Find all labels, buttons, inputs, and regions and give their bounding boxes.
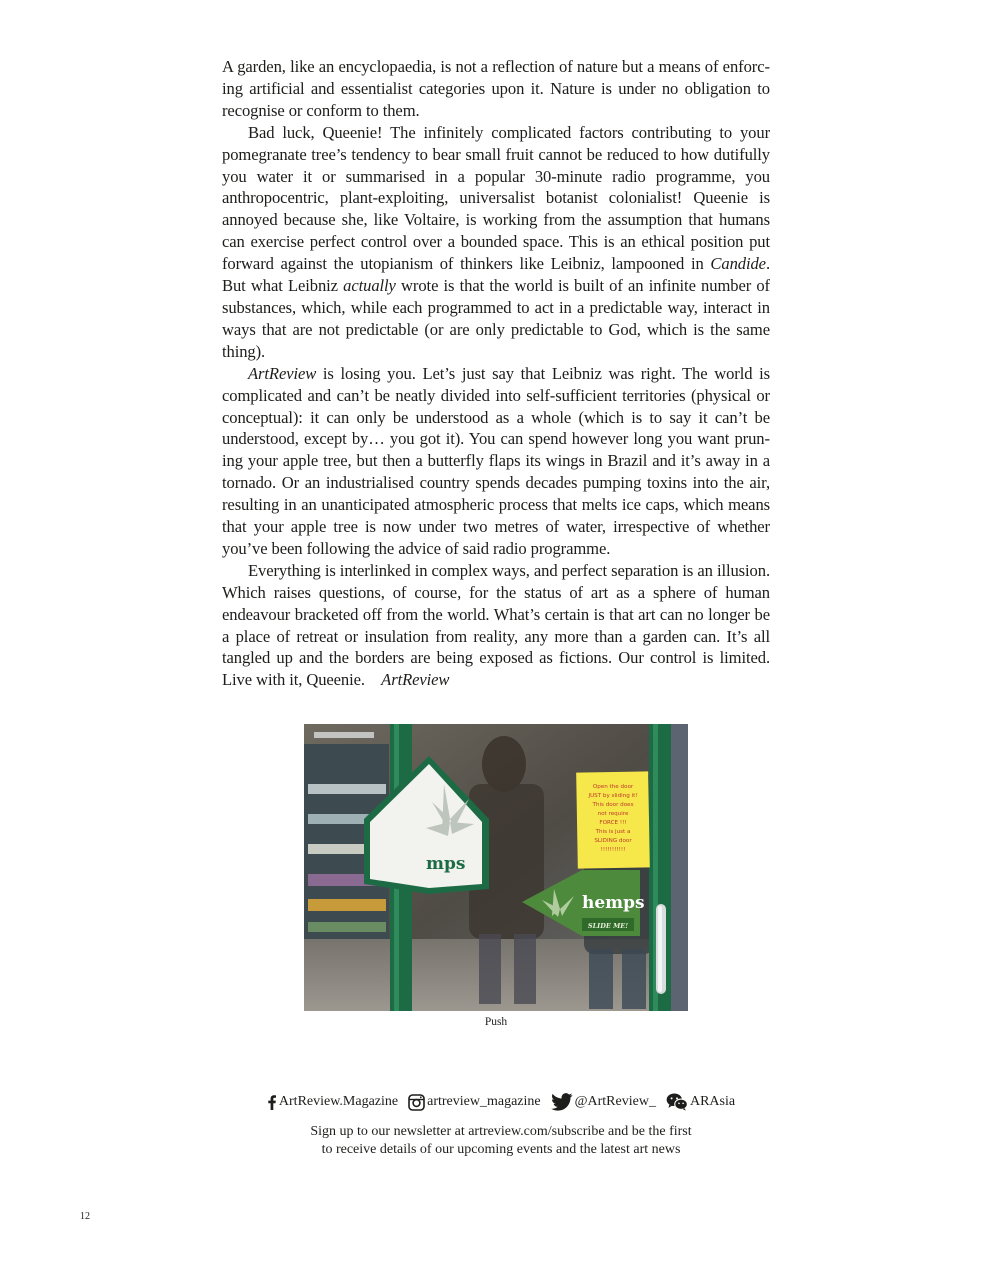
photo-caption: Push: [484, 1016, 508, 1028]
twitter-link[interactable]: [551, 1093, 656, 1111]
wechat-icon: [666, 1093, 688, 1111]
notice-line-8: !!!!!!!!!!!: [600, 847, 626, 853]
page-number: 12: [80, 1211, 90, 1222]
door-photo-illustration: [304, 724, 688, 1011]
paragraph-1: A garden, like an encyclopaedia, is not a reflection of nature but a means of enforcing artificial and essentialist categories upon it. Nature is under no obligation to recognise or conform to them.: [222, 57, 770, 120]
social-links: [0, 1093, 1002, 1111]
artreview-italic: ArtReview: [248, 363, 317, 383]
paragraph-2: [222, 122, 770, 363]
hemps-label: hemps: [582, 893, 645, 913]
paragraph-2-text-c: wrote is that the world is built of an infinite number of substances, which, while each programmed to act in a predictable way, interact in ways that are not predictable (or are only predictable to God, which is the same thing).: [222, 276, 770, 361]
signoff-artreview: ArtReview: [381, 670, 450, 690]
paragraph-4: [222, 560, 770, 691]
notice-line-1: Open the door: [592, 784, 634, 790]
twitter-icon: [551, 1093, 573, 1111]
notice-line-2: JUST by sliding it!: [588, 793, 638, 799]
notice-line-4: not require: [597, 811, 629, 817]
instagram-link[interactable]: [408, 1094, 541, 1111]
notice-line-7: SLIDING door: [594, 838, 632, 844]
slide-me-label: SLIDE ME!: [587, 922, 629, 930]
instagram-icon: [408, 1094, 425, 1111]
hex-sign-label: mps: [426, 854, 466, 874]
instagram-handle: artreview_magazine: [427, 1094, 541, 1109]
newsletter-line-2: to receive details of our upcoming events and the latest art news: [321, 1142, 681, 1157]
paragraph-4-text: Everything is interlinked in complex ways, and perfect separation is an illusion. Which raises questions, of course, for the status of art as a sphere of human endeavour bracketed off from the world. What’s certain is that art can no longer be a place of retreat or insulation from reality, any more than a garden can. It’s all tangled up and the borders are being exposed as fictions. Our control is limited. Live with it, Queenie.: [222, 560, 770, 690]
notice-line-5: FORCE !!!: [599, 820, 627, 826]
paragraph-2-text-b: . But what Leibniz: [222, 254, 770, 296]
paragraph-3: [222, 363, 770, 560]
candide-title: Candide: [710, 254, 766, 274]
notice-line-3: This door does: [592, 802, 634, 808]
wechat-handle: ARAsia: [689, 1094, 736, 1109]
facebook-icon: [267, 1095, 277, 1110]
paragraph-2-text-a: Bad luck, Queenie! The infinitely complicated factors contributing to your pomegranate tree’s tendency to bear small fruit cannot be reduced to how dutifully you water it or summarised in a popular 30-minute radio programme, you anthropocentric, plant-exploiting, universalist botanist colonialist! Queenie is annoyed because she, like Voltaire, is working from the assumption that humans can exercise perfect control over a bounded space. This is an ethical position put forward against the utopianism of thinkers like Leibniz, lampooned in: [222, 122, 770, 274]
wechat-link[interactable]: [666, 1093, 735, 1111]
article-body: [222, 56, 770, 691]
newsletter-signup: [0, 1123, 1002, 1159]
notice-line-6: This is just a: [595, 829, 631, 835]
door-photo: [304, 724, 688, 1011]
twitter-handle: @ArtReview_: [574, 1094, 656, 1109]
facebook-link[interactable]: [267, 1094, 398, 1110]
paragraph-3-text: is losing you. Let’s just say that Leibniz was right. The world is complicated and can’t be neatly divided into self-sufficient territories (physical or conceptual): it can only be understood as a whole (which is to say it can’t be understood, except by… you got it). You can spend however long you want pruning your apple tree, but then a butterfly flaps its wings in Brazil and it’s away in a tornado. Or an industrialised country spends decades pumping toxins into the air, resulting in an unanticipated atmospheric process that melts ice caps, which means that your apple tree is now under two metres of water, irrespective of whether you’ve been following the advice of said radio programme.: [222, 363, 770, 558]
facebook-handle: ArtReview.Magazine: [278, 1094, 399, 1109]
newsletter-line-1: Sign up to our newsletter at artreview.com/subscribe and be the first: [310, 1124, 692, 1139]
emphasis-actually: actually: [343, 276, 396, 296]
